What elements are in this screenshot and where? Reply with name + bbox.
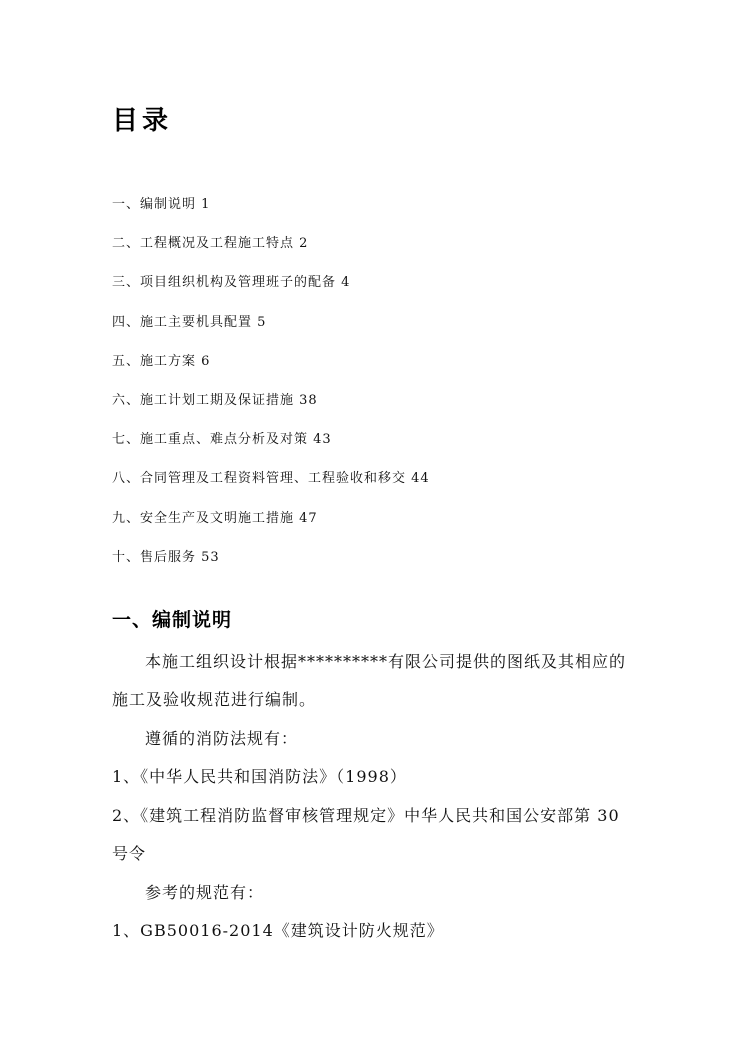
toc-item: 十、售后服务 53 [112,549,220,565]
law-item: 2、《建筑工程消防监督审核管理规定》中华人民共和国公安部第 30 [112,806,620,825]
references-intro: 参考的规范有： [145,883,265,902]
toc-item: 六、施工计划工期及保证措施 38 [112,392,318,408]
toc-item: 九、安全生产及文明施工措施 47 [112,510,318,526]
laws-intro: 遵循的消防法规有： [145,729,299,748]
toc-item: 一、编制说明 1 [112,197,211,212]
section-heading: 一、编制说明 [112,609,233,631]
paragraph-line: 施工及验收规范进行编制。 [112,690,317,709]
toc-item: 三、项目组织机构及管理班子的配备 4 [112,275,351,291]
toc-item: 二、工程概况及工程施工特点 2 [112,236,309,252]
toc-title: 目录 [112,106,173,136]
law-item: 1、《中华人民共和国消防法》（1998） [112,767,407,786]
toc-item: 五、施工方案 6 [112,353,211,369]
toc-item: 八、合同管理及工程资料管理、工程验收和移交 44 [112,471,430,487]
table-of-contents [112,195,430,587]
paragraph-line: 本施工组织设计根据**********有限公司提供的图纸及其相应的 [145,652,627,671]
law-item-continuation: 号令 [112,844,147,863]
toc-item: 四、施工主要机具配置 5 [112,314,267,330]
reference-item: 1、GB50016-2014《建筑设计防火规范》 [112,921,444,940]
toc-item: 七、施工重点、难点分析及对策 43 [112,432,332,448]
